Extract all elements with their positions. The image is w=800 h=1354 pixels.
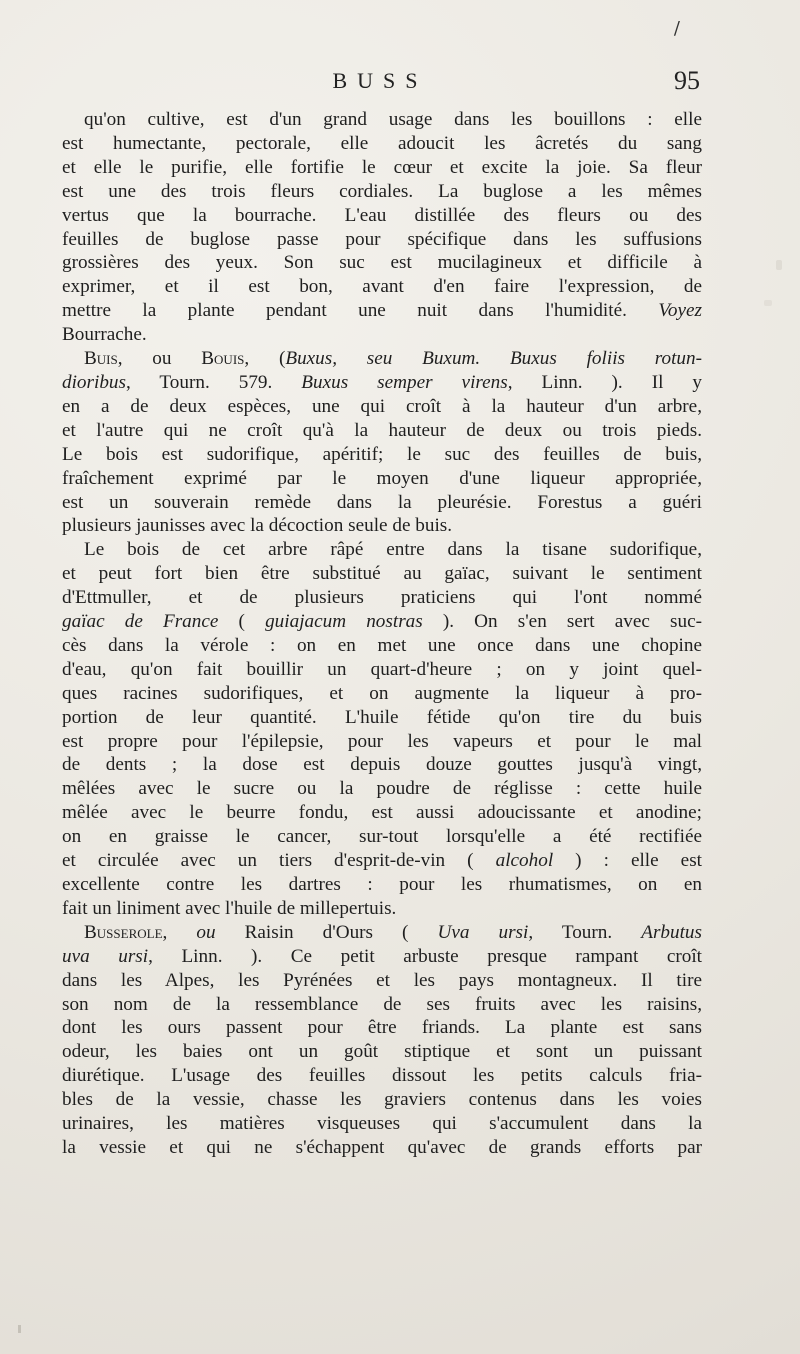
text-run: cès dans la vérole : on en met une once dans une chopine bbox=[62, 634, 702, 656]
text-run: ). On s'en sert avec suc- bbox=[422, 611, 703, 633]
text-line bbox=[62, 538, 702, 562]
text-run: de dents ; la dose est depuis douze gouttes jusqu'à vingt, bbox=[62, 754, 702, 776]
text-line bbox=[62, 1064, 702, 1088]
text-line bbox=[62, 1016, 702, 1040]
stray-pen-mark: / bbox=[673, 18, 680, 39]
text-run: portion de leur quantité. L'huile fétide qu'on tire du buis bbox=[62, 706, 702, 728]
text-line bbox=[62, 180, 702, 204]
text-line bbox=[62, 921, 702, 945]
text-run: dans les Alpes, les Pyrénées et les pays montagneux. Il tire bbox=[62, 969, 702, 991]
text-run: plusieurs jaunisses avec la décoction seule de buis. bbox=[62, 515, 453, 537]
text-line bbox=[62, 395, 702, 419]
text-line bbox=[62, 156, 702, 180]
text-run: gaïac de France bbox=[62, 611, 219, 633]
text-run: ( bbox=[218, 611, 266, 633]
text-run: Buxus, seu Buxum. Buxus foliis rotun- bbox=[285, 348, 702, 370]
text-run: Arbutus bbox=[641, 921, 702, 943]
text-line bbox=[62, 108, 702, 132]
text-run: Bourrache. bbox=[62, 324, 147, 346]
text-run: Voyez bbox=[658, 300, 702, 322]
text-line bbox=[62, 419, 702, 443]
text-line bbox=[62, 275, 702, 299]
text-run: grossières des yeux. Son suc est mucilagineux et difficile à bbox=[62, 252, 702, 274]
text-run: vertus que la bourrache. L'eau distillée des fleurs ou des bbox=[62, 204, 702, 226]
text-line bbox=[62, 777, 702, 801]
text-run: Raisin d'Ours ( bbox=[215, 921, 438, 943]
text-run: Bouis bbox=[201, 348, 245, 370]
text-line bbox=[62, 634, 702, 658]
text-line bbox=[62, 706, 702, 730]
text-run: Busserole bbox=[84, 921, 163, 943]
text-line bbox=[62, 610, 702, 634]
text-run: son nom de la ressemblance de ses fruits avec les raisins, bbox=[62, 993, 702, 1015]
text-run: dont les ours passent pour être friands. La plante est sans bbox=[62, 1017, 702, 1039]
text-line bbox=[62, 993, 702, 1017]
text-run: , Linn. ). Il y bbox=[507, 371, 702, 393]
text-run: et l'autre qui ne croît qu'à la hauteur de deux ou trois pieds. bbox=[62, 419, 702, 441]
text-run: qu'on cultive, est d'un grand usage dans les bouillons : elle bbox=[84, 109, 702, 130]
text-line bbox=[62, 347, 702, 371]
text-line bbox=[62, 897, 702, 921]
text-line bbox=[62, 323, 702, 347]
text-block bbox=[62, 108, 702, 1160]
text-line bbox=[62, 251, 702, 275]
text-line bbox=[62, 443, 702, 467]
text-run: d'eau, qu'on fait bouillir un quart-d'heure ; on y joint quel- bbox=[62, 658, 702, 680]
text-line bbox=[62, 945, 702, 969]
text-line bbox=[62, 371, 702, 395]
text-run: on en graisse le cancer, sur-tout lorsqu'elle a été rectifiée bbox=[62, 826, 702, 848]
text-run: , bbox=[162, 921, 197, 943]
text-line bbox=[62, 467, 702, 491]
text-run: guiajacum nostras bbox=[265, 611, 423, 633]
text-run: et elle le purifie, elle fortifie le cœur et excite la joie. Sa fleur bbox=[62, 156, 702, 178]
text-run: ) : elle est bbox=[553, 850, 702, 872]
text-line bbox=[62, 873, 702, 897]
text-run: feuilles de buglose passe pour spécifique dans les suffusions bbox=[62, 228, 702, 250]
text-line bbox=[62, 849, 702, 873]
text-run: , Tourn. bbox=[528, 921, 642, 943]
text-line bbox=[62, 730, 702, 754]
text-run: ques racines sudorifiques, et on augmente la liqueur à pro- bbox=[62, 682, 702, 704]
text-run: est propre pour l'épilepsie, pour les vapeurs et pour le mal bbox=[62, 730, 702, 752]
text-run: dioribus bbox=[62, 371, 126, 393]
text-run: odeur, les baies ont un goût stiptique et sont un puissant bbox=[62, 1041, 702, 1063]
text-run: en a de deux espèces, une qui croît à la hauteur d'un arbre, bbox=[62, 395, 702, 417]
text-run: , ( bbox=[244, 348, 286, 370]
text-line bbox=[62, 562, 702, 586]
running-head bbox=[60, 68, 700, 108]
text-line bbox=[62, 801, 702, 825]
text-run: uva ursi bbox=[62, 945, 149, 967]
text-run: et circulée avec un tiers d'esprit-de-vin ( bbox=[62, 850, 496, 872]
text-line bbox=[62, 969, 702, 993]
text-line bbox=[62, 753, 702, 777]
text-run: Uva ursi bbox=[437, 921, 529, 943]
text-line bbox=[62, 1088, 702, 1112]
text-line bbox=[62, 1136, 702, 1160]
text-line bbox=[62, 1112, 702, 1136]
text-run: bles de la vessie, chasse les graviers contenus dans les voies bbox=[62, 1089, 702, 1111]
text-run: diurétique. L'usage des feuilles dissout les petits calculs fria- bbox=[62, 1065, 702, 1087]
running-head-title: BUSS bbox=[332, 68, 428, 93]
text-run: fait un liniment avec l'huile de millepertuis. bbox=[62, 897, 397, 919]
text-run: , Linn. ). Ce petit arbuste presque rampant croît bbox=[148, 945, 702, 967]
text-line bbox=[62, 204, 702, 228]
text-run: est une des trois fleurs cordiales. La buglose a les mêmes bbox=[62, 180, 702, 202]
page-smudge bbox=[776, 260, 782, 270]
text-line bbox=[62, 299, 702, 323]
text-run: est un souverain remède dans la pleurésie. Forestus a guéri bbox=[62, 491, 702, 513]
text-run: Le bois est sudorifique, apéritif; le suc des feuilles de buis, bbox=[62, 443, 702, 465]
text-run: et peut fort bien être substitué au gaïac, suivant le sentiment bbox=[62, 563, 702, 585]
text-line bbox=[62, 228, 702, 252]
text-run: , Tourn. 579. bbox=[125, 371, 302, 393]
text-line bbox=[62, 514, 702, 538]
text-run: urinaires, les matières visqueuses qui s'accumulent dans la bbox=[62, 1113, 702, 1135]
text-run: Buxus semper virens bbox=[301, 371, 508, 393]
text-run: Buis bbox=[84, 348, 118, 370]
text-run: la vessie et qui ne s'échappent qu'avec de grands efforts par bbox=[62, 1136, 702, 1158]
text-line bbox=[62, 491, 702, 515]
text-run: Le bois de cet arbre râpé entre dans la tisane sudorifique, bbox=[84, 539, 702, 561]
text-run: , ou bbox=[117, 348, 202, 370]
text-run: exprimer, et il est bon, avant d'en faire l'expression, de bbox=[62, 276, 702, 298]
text-line bbox=[62, 132, 702, 156]
page-smudge bbox=[764, 300, 772, 306]
text-line bbox=[62, 825, 702, 849]
text-run: est humectante, pectorale, elle adoucit les âcretés du sang bbox=[62, 132, 702, 154]
page-number: 95 bbox=[674, 66, 700, 95]
text-line bbox=[62, 586, 702, 610]
text-line bbox=[62, 658, 702, 682]
text-run: mêlées avec le sucre ou la poudre de réglisse : cette huile bbox=[62, 778, 702, 800]
text-run: ou bbox=[196, 921, 216, 943]
margin-speck bbox=[18, 1325, 21, 1333]
text-run: d'Ettmuller, et de plusieurs praticiens qui l'ont nommé bbox=[62, 587, 702, 609]
text-line bbox=[62, 1040, 702, 1064]
text-run: alcohol bbox=[495, 850, 554, 872]
text-run: excellente contre les dartres : pour les rhumatismes, on en bbox=[62, 874, 702, 895]
text-line bbox=[62, 682, 702, 706]
text-run: mêlée avec le beurre fondu, est aussi adoucissante et anodine; bbox=[62, 802, 702, 824]
text-run: fraîchement exprimé par le moyen d'une liqueur appropriée, bbox=[62, 467, 702, 489]
text-run: mettre la plante pendant une nuit dans l'humidité. bbox=[62, 300, 659, 322]
